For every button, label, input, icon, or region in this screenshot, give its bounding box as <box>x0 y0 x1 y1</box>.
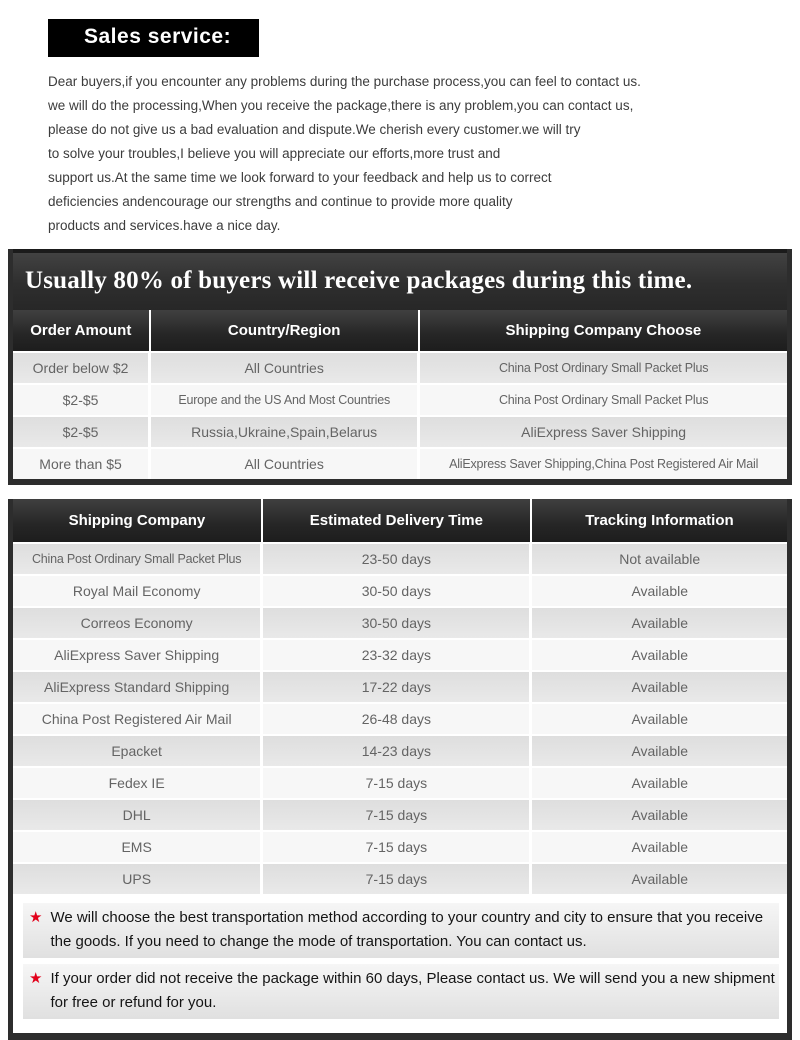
table-cell: 23-50 days <box>262 543 531 575</box>
table-cell: China Post Ordinary Small Packet Plus <box>13 543 262 575</box>
table-cell: 7-15 days <box>262 831 531 863</box>
table-row <box>13 543 787 575</box>
intro-line: Dear buyers,if you encounter any problems during the purchase process,you can feel to contact us. <box>48 74 641 89</box>
table-cell: AliExpress Saver Shipping <box>13 639 262 671</box>
table-row <box>13 735 787 767</box>
note-text: If your order did not receive the package within 60 days, Please contact us. We will send you a new shipment for free or refund for you. <box>50 970 775 1011</box>
delivery-time-table <box>13 499 787 894</box>
table-row <box>13 703 787 735</box>
table-header-cell: Country/Region <box>150 310 419 352</box>
table-cell: UPS <box>13 863 262 894</box>
table-row <box>13 639 787 671</box>
note-text: We will choose the best transportation method according to your country and city to ensure that you receive the goods. If you need to change the mode of transportation. You can contact us. <box>50 909 764 950</box>
table-cell: Available <box>531 575 787 607</box>
table-cell: EMS <box>13 831 262 863</box>
table-cell: All Countries <box>150 448 419 479</box>
intro-line: please do not give us a bad evaluation and dispute.We cherish every customer.we will try <box>48 122 581 137</box>
table-cell: Available <box>531 671 787 703</box>
table-header-cell: Shipping Company Choose <box>419 310 787 352</box>
table-cell: AliExpress Saver Shipping,China Post Registered Air Mail <box>419 448 787 479</box>
table-row <box>13 863 787 894</box>
intro-line: deficiencies andencourage our strengths and continue to provide more quality <box>48 194 513 209</box>
shipping-time-banner: Usually 80% of buyers will receive packages during this time. <box>13 249 787 310</box>
table-cell: Available <box>531 799 787 831</box>
intro-line: support us.At the same time we look forward to your feedback and help us to correct <box>48 170 552 185</box>
table-cell: 17-22 days <box>262 671 531 703</box>
note-item <box>23 964 779 1019</box>
table-cell: China Post Ordinary Small Packet Plus <box>419 384 787 416</box>
intro-line: we will do the processing,When you receive the package,there is any problem,you can contact us, <box>48 98 634 113</box>
table-cell: DHL <box>13 799 262 831</box>
table-cell: Royal Mail Economy <box>13 575 262 607</box>
table-row <box>13 352 787 384</box>
table-cell: 14-23 days <box>262 735 531 767</box>
table-cell: All Countries <box>150 352 419 384</box>
table-cell: Europe and the US And Most Countries <box>150 384 419 416</box>
table-cell: Epacket <box>13 735 262 767</box>
delivery-time-block <box>8 499 792 1040</box>
shipping-notes <box>13 894 787 1033</box>
table-cell: AliExpress Standard Shipping <box>13 671 262 703</box>
table-cell: China Post Registered Air Mail <box>13 703 262 735</box>
table-header-cell: Order Amount <box>13 310 150 352</box>
intro-paragraph <box>48 70 760 238</box>
table-cell: Available <box>531 831 787 863</box>
table-header-cell: Tracking Information <box>531 499 787 543</box>
order-amount-table <box>13 310 787 479</box>
table-row <box>13 607 787 639</box>
table-row <box>13 831 787 863</box>
table-cell: 30-50 days <box>262 575 531 607</box>
table-row <box>13 671 787 703</box>
star-icon: ★ <box>29 970 43 987</box>
table-row <box>13 448 787 479</box>
table-header-cell: Shipping Company <box>13 499 262 543</box>
intro-line: products and services.have a nice day. <box>48 218 281 233</box>
table-row <box>13 384 787 416</box>
table-cell: Available <box>531 703 787 735</box>
table-cell: 7-15 days <box>262 799 531 831</box>
table-cell: China Post Ordinary Small Packet Plus <box>419 352 787 384</box>
table-header-cell: Estimated Delivery Time <box>262 499 531 543</box>
table-header-row <box>13 499 787 543</box>
table-row <box>13 767 787 799</box>
table-cell: Russia,Ukraine,Spain,Belarus <box>150 416 419 448</box>
table-cell: 30-50 days <box>262 607 531 639</box>
table-cell: 23-32 days <box>262 639 531 671</box>
sales-service-title: Sales service: <box>48 19 259 57</box>
table-cell: Available <box>531 735 787 767</box>
table-cell: 26-48 days <box>262 703 531 735</box>
table-cell: 7-15 days <box>262 863 531 894</box>
table-row <box>13 799 787 831</box>
table-row <box>13 416 787 448</box>
shipping-time-block <box>8 249 792 485</box>
table-cell: Available <box>531 863 787 894</box>
table-cell: Available <box>531 767 787 799</box>
table-cell: Available <box>531 607 787 639</box>
table-header-row <box>13 310 787 352</box>
note-item <box>23 903 779 958</box>
table-cell: 7-15 days <box>262 767 531 799</box>
table-row <box>13 575 787 607</box>
table-cell: More than $5 <box>13 448 150 479</box>
table-cell: AliExpress Saver Shipping <box>419 416 787 448</box>
table-cell: $2-$5 <box>13 384 150 416</box>
table-cell: Correos Economy <box>13 607 262 639</box>
table-cell: Order below $2 <box>13 352 150 384</box>
table-cell: Available <box>531 639 787 671</box>
table-cell: Fedex IE <box>13 767 262 799</box>
table-cell: $2-$5 <box>13 416 150 448</box>
star-icon: ★ <box>29 909 43 926</box>
intro-line: to solve your troubles,I believe you will appreciate our efforts,more trust and <box>48 146 501 161</box>
table-cell: Not available <box>531 543 787 575</box>
